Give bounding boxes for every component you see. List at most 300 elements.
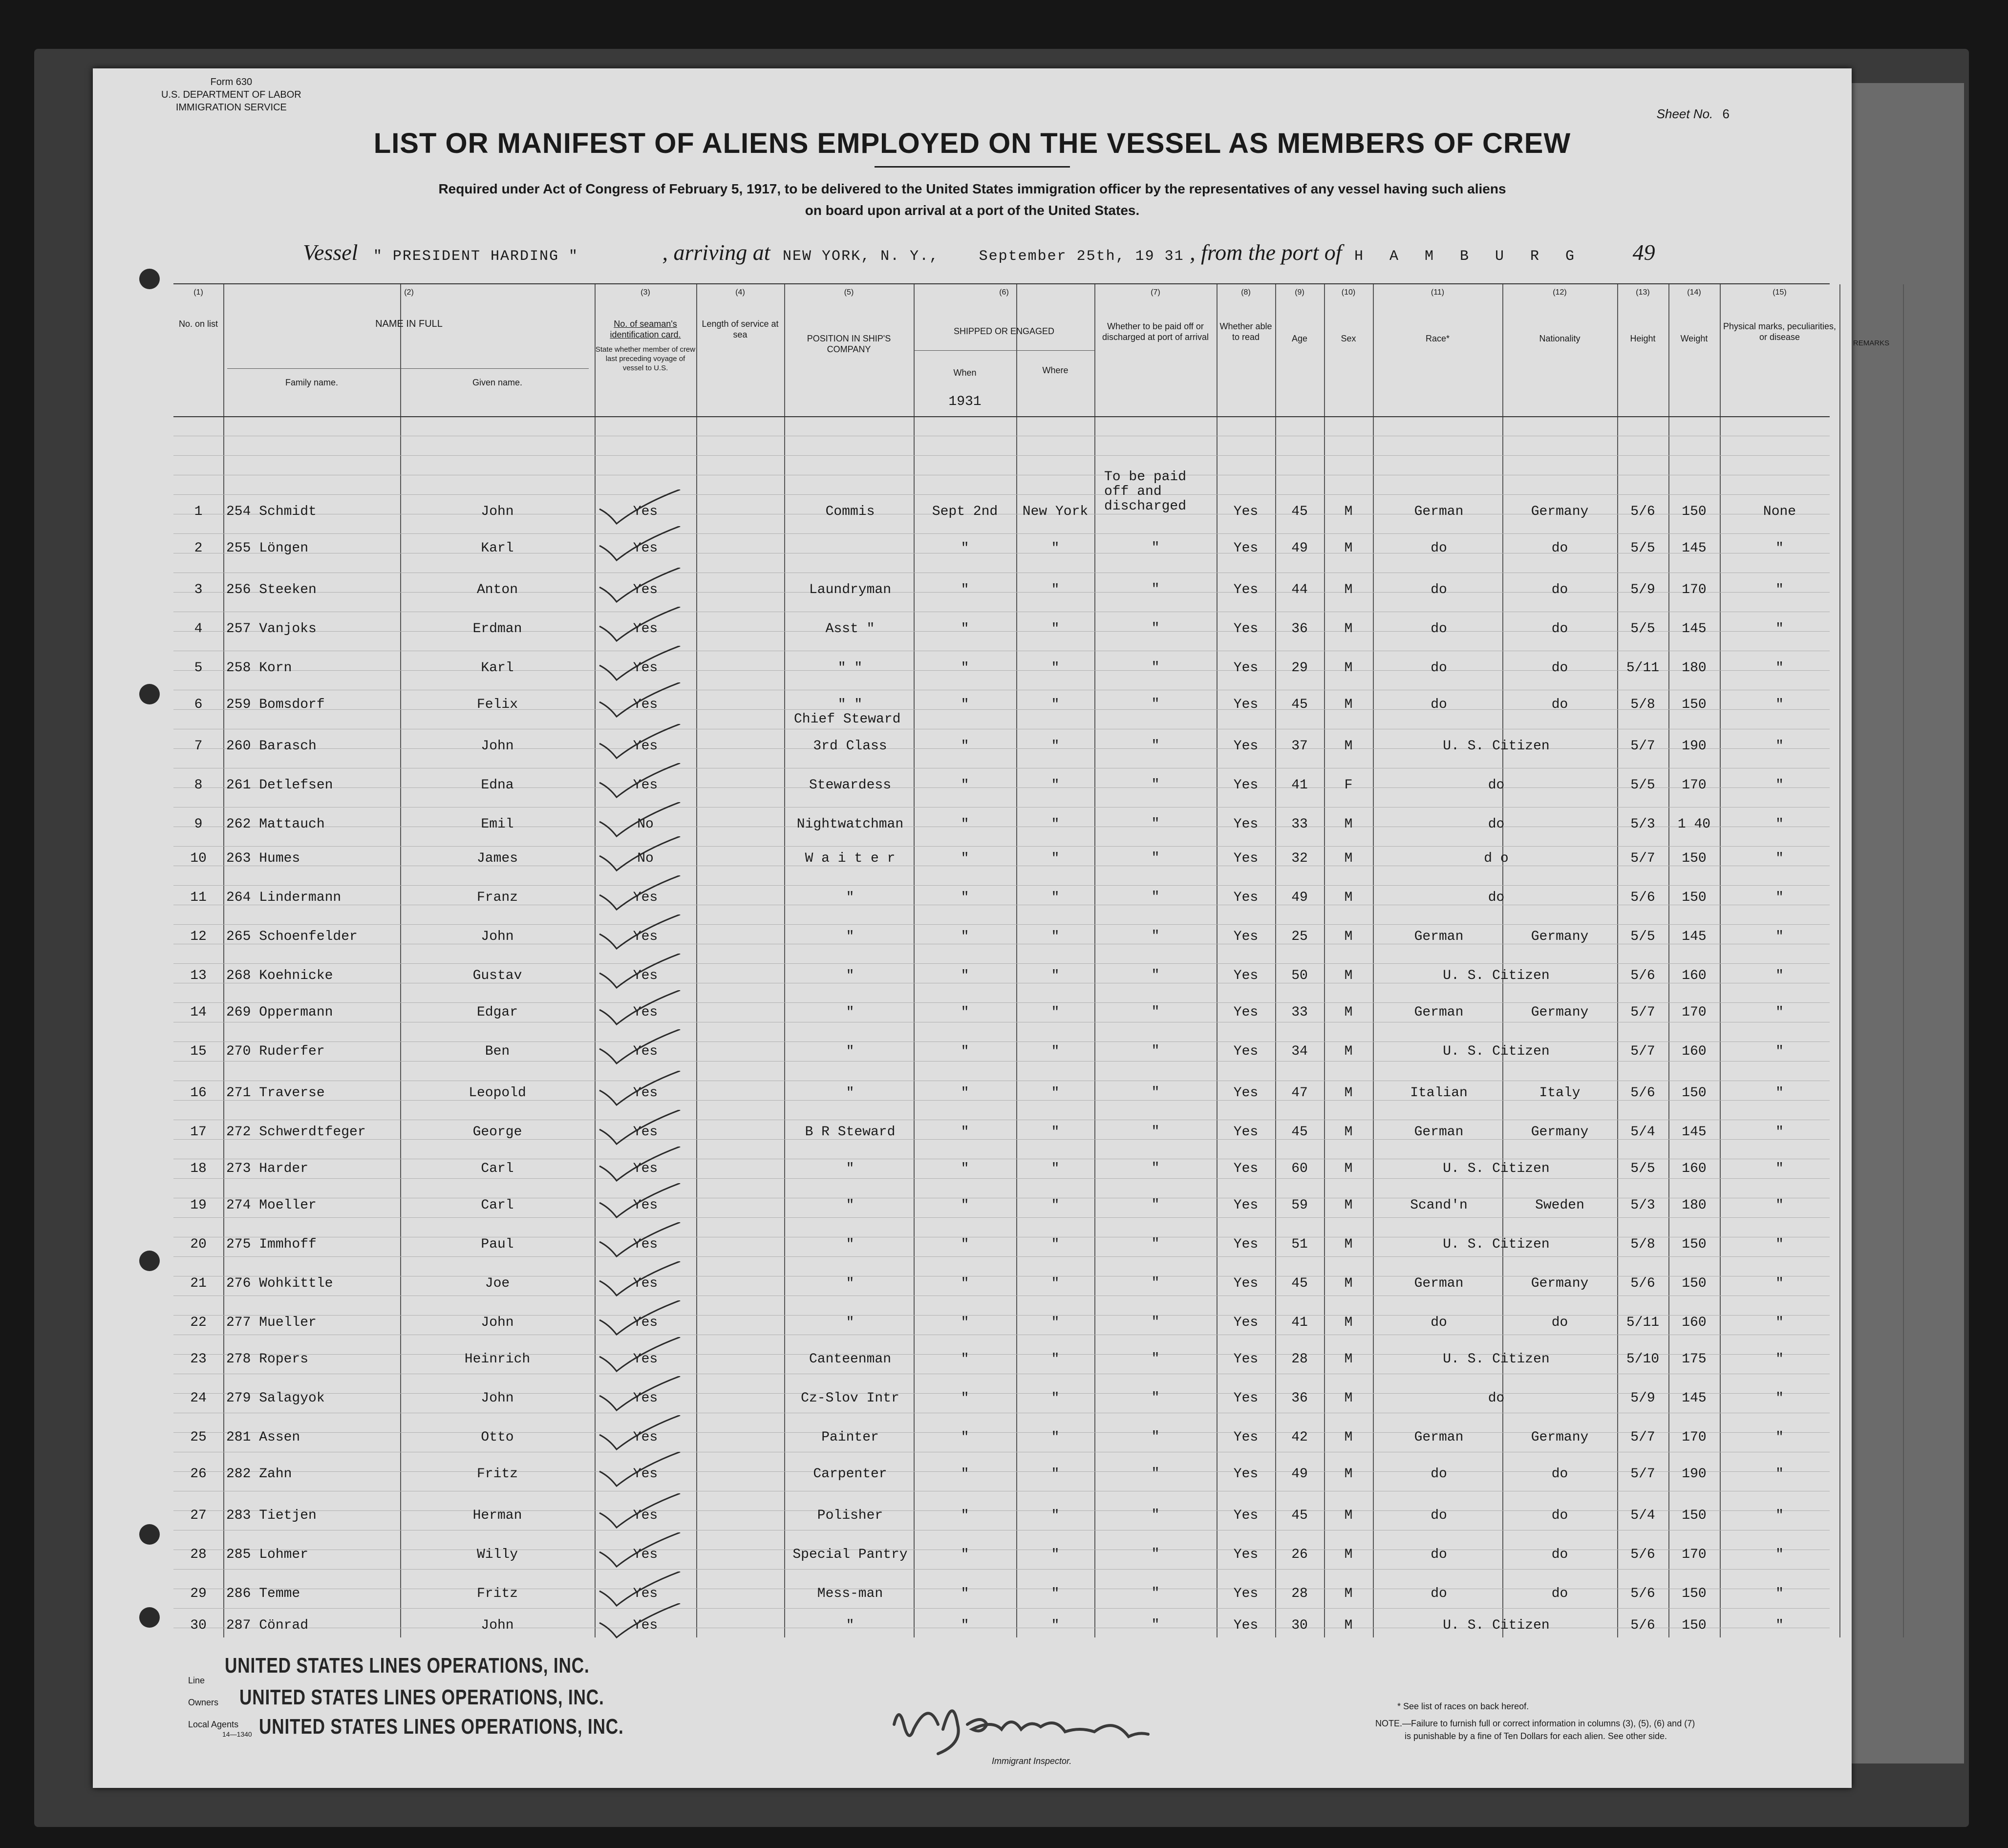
family-name: 281 Assen [226,1430,300,1445]
able-to-read: Yes [1233,1161,1259,1176]
row-number: 23 [190,1352,207,1367]
column-number: (4) [735,288,745,297]
row-number: 7 [194,739,203,754]
row-number: 11 [190,890,207,905]
row-number: 6 [194,697,203,712]
nationality: do [1551,541,1568,556]
check-mark-icon [595,682,692,722]
id-card: No [637,851,654,866]
height: 5/7 [1630,851,1655,866]
id-card: Yes [633,1430,658,1445]
id-card: Yes [633,739,658,754]
shipped-when: " [961,1198,969,1213]
able-to-read: Yes [1233,621,1259,637]
sex: M [1344,1547,1353,1562]
given-name: Ben [485,1044,510,1059]
row-number: 8 [194,778,203,793]
physical-marks: " [1775,1586,1784,1601]
physical-marks: " [1775,1276,1784,1291]
sheet-number: Sheet No. 6 [1656,106,1730,121]
height: 5/7 [1630,1044,1655,1059]
able-to-read: Yes [1233,697,1259,712]
shipped-when: " [961,1276,969,1291]
shipped-where: " [1051,817,1060,832]
given-name: Franz [476,890,518,905]
age: 26 [1291,1547,1308,1562]
given-name: Karl [481,541,514,556]
height: 5/5 [1630,1161,1655,1176]
family-name: 278 Ropers [226,1352,309,1367]
check-mark-icon [595,836,692,875]
ruled-line [173,963,1830,964]
column-divider [223,284,224,1637]
col-head-length: Length of service at sea [702,319,779,340]
col-head-id-card: No. of seaman's identification card. State whether member of crew last preceding voyage of vessel to U.S. [595,319,696,372]
paid-off: " [1151,1351,1160,1366]
able-to-read: Yes [1233,1125,1259,1140]
check-mark-icon [595,1415,692,1454]
column-number: (10) [1341,288,1356,297]
height: 5/9 [1630,1391,1655,1406]
physical-marks: " [1775,1005,1784,1020]
nationality: Germany [1531,504,1589,519]
paid-off: " [1151,1617,1160,1633]
race: German [1414,504,1464,519]
age: 45 [1291,1276,1308,1291]
height: 5/6 [1630,504,1655,519]
physical-marks: " [1775,817,1784,832]
position: Polisher [817,1508,883,1523]
check-mark-icon [595,1452,692,1491]
shipped-where: " [1051,1085,1060,1101]
check-mark-icon [595,1376,692,1415]
sex: M [1344,1352,1353,1367]
check-mark-icon [595,568,692,607]
paid-off: " [1151,1508,1160,1523]
shipped-where: " [1051,541,1060,556]
family-name: 274 Moeller [226,1198,317,1213]
id-card: Yes [633,1618,658,1633]
able-to-read: Yes [1233,968,1259,983]
shipped-where: " [1051,582,1060,597]
id-card: Yes [633,1466,658,1482]
check-mark-icon [595,724,692,763]
race: U. S. Citizen [1443,739,1550,754]
id-card: Yes [633,1198,658,1213]
given-name: Carl [481,1198,514,1213]
family-name: 254 Schmidt [226,504,317,519]
sex: M [1344,660,1353,676]
paid-off: " [1151,1161,1160,1176]
inspector-label: Immigrant Inspector. [992,1756,1072,1766]
height: 5/5 [1630,621,1655,637]
nationality: do [1551,660,1568,676]
owners-label: Owners [188,1698,219,1707]
page-title: LIST OR MANIFEST OF ALIENS EMPLOYED ON THE VESSEL AS MEMBERS OF CREW [373,127,1571,159]
department-name: U.S. DEPARTMENT OF LABOR [161,89,301,100]
shipped-when: " [961,1391,969,1406]
column-divider [1373,284,1374,1637]
nationality: Germany [1531,1276,1589,1291]
departure-port: H A M B U R G [1354,248,1583,265]
paid-off: " [1151,1315,1160,1330]
paid-off: " [1151,621,1160,636]
row-number: 29 [190,1586,207,1601]
given-name: John [481,504,514,519]
family-name: 260 Barasch [226,739,317,754]
age: 45 [1291,697,1308,712]
race: do [1431,582,1447,597]
id-card: Yes [633,1161,658,1176]
weight: 190 [1682,739,1707,754]
shipped-when: " [961,1085,969,1101]
family-name: 273 Harder [226,1161,309,1176]
col-head-family: Family name. [285,378,339,387]
weight: 170 [1682,582,1707,597]
agents-label: Local Agents [188,1720,239,1729]
col-head-name: NAME IN FULL [375,319,443,329]
family-name: 264 Lindermann [226,890,342,905]
shipped-when: " [961,541,969,556]
weight: 145 [1682,1125,1707,1140]
id-card: Yes [633,890,658,905]
race: U. S. Citizen [1443,1237,1550,1252]
sex: M [1344,1085,1353,1101]
given-name: Emil [481,817,514,832]
able-to-read: Yes [1233,929,1259,944]
manifest-page [93,68,1890,1788]
arrival-date: September 25th, 19 31 [979,248,1184,265]
shipped-when: " [961,778,969,793]
check-mark-icon [595,1147,692,1186]
family-name: 269 Oppermann [226,1005,333,1020]
shipped-where: " [1051,660,1060,676]
given-name: Karl [481,660,514,676]
physical-marks: " [1775,1315,1784,1330]
physical-marks: " [1775,778,1784,793]
race: German [1414,1125,1464,1140]
position: " [846,1044,854,1059]
age: 45 [1291,1508,1308,1523]
weight: 170 [1682,1547,1707,1562]
paid-off: " [1151,777,1160,792]
height: 5/6 [1630,1618,1655,1633]
weight: 150 [1682,1085,1707,1101]
height: 5/5 [1630,929,1655,944]
weight: 145 [1682,621,1707,637]
col-head-age: Age [1291,334,1308,343]
column-number: (1) [193,288,203,297]
row-number: 28 [190,1547,207,1562]
shipped-where: " [1051,890,1060,905]
given-name: Paul [481,1237,514,1252]
race: do [1431,660,1447,676]
age: 32 [1291,851,1308,866]
check-mark-icon [595,1603,692,1642]
race: Italian [1410,1085,1468,1101]
family-name: 261 Detlefsen [226,778,333,793]
column-number: (8) [1241,288,1251,297]
shipped-where: " [1051,1618,1060,1633]
age: 41 [1291,778,1308,793]
weight: 150 [1682,851,1707,866]
position: Nightwatchman [796,817,904,832]
shipped-rule [914,350,1094,351]
form-number: Form 630 [210,77,253,87]
paid-off: " [1151,540,1160,555]
id-card: Yes [633,1085,658,1101]
races-note: * See list of races on back hereof. [1397,1701,1529,1711]
page-subtitle: Required under Act of Congress of February 5, 1917, to be delivered to the United States immigration officer by the representatives of any vessel having such aliens on board upon arrival at a port of the United States. [438,181,1506,218]
able-to-read: Yes [1233,1044,1259,1059]
able-to-read: Yes [1233,1391,1259,1406]
ruled-line [173,1061,1830,1062]
id-card: Yes [633,660,658,676]
shipped-when: " [961,1618,969,1633]
height: 5/6 [1630,1085,1655,1101]
shipped-where: " [1051,1125,1060,1140]
id-card: Yes [633,1315,658,1330]
weight: 1 40 [1677,817,1711,832]
shipped-when: " [961,1586,969,1601]
row-number: 27 [190,1508,207,1523]
age: 49 [1291,541,1308,556]
inspector-signature [884,1695,1187,1763]
punch-hole [139,1251,160,1271]
race: do [1431,621,1447,637]
id-card: Yes [633,541,658,556]
physical-marks: " [1775,541,1784,556]
age: 60 [1291,1161,1308,1176]
age: 36 [1291,1391,1308,1406]
shipped-where: " [1051,739,1060,754]
col-head-given: Given name. [472,378,523,387]
race: do [1431,1547,1447,1562]
id-card: Yes [633,778,658,793]
col-head-physical: Physical marks, peculiarities, or disease [1723,321,1837,342]
position: " [846,1005,854,1020]
given-name: Erdman [472,621,522,637]
physical-marks: " [1775,1161,1784,1176]
shipped-where: " [1051,1547,1060,1562]
nationality: Germany [1531,929,1589,944]
given-name: James [476,851,518,866]
check-mark-icon [595,526,692,565]
position: Carpenter [813,1466,887,1482]
position: " [846,929,854,944]
shipped-when: " [961,1044,969,1059]
ruled-line [173,1002,1830,1003]
race: do [1488,778,1505,793]
paid-off: " [1151,1390,1160,1405]
row-number: 3 [194,582,203,597]
id-card: No [637,817,654,832]
weight: 150 [1682,504,1707,519]
age: 34 [1291,1044,1308,1059]
height: 5/7 [1630,739,1655,754]
shipped-when: " [961,1237,969,1252]
shipped-when: Sept 2nd [932,504,998,519]
able-to-read: Yes [1233,660,1259,676]
vessel-name: " PRESIDENT HARDING " [373,248,578,265]
physical-marks: " [1775,968,1784,983]
check-mark-icon [595,1183,692,1222]
nationality: do [1551,582,1568,597]
position: Mess-man [817,1586,883,1601]
position: " " [837,697,863,712]
punch-hole [139,269,160,289]
shipped-where: " [1051,778,1060,793]
height: 5/7 [1630,1430,1655,1445]
height: 5/6 [1630,890,1655,905]
age: 47 [1291,1085,1308,1101]
sex: M [1344,1276,1353,1291]
race: do [1431,1586,1447,1601]
column-number: (3) [641,288,650,297]
family-name: 263 Humes [226,851,300,866]
paid-off: " [1151,1429,1160,1444]
sex: M [1344,1161,1353,1176]
family-name: 279 Salagyok [226,1391,325,1406]
col-head-paid: Whether to be paid off or discharged at port of arrival [1102,321,1209,342]
height: 5/3 [1630,1198,1655,1213]
physical-marks: " [1775,851,1784,866]
check-mark-icon [595,954,692,993]
able-to-read: Yes [1233,504,1259,519]
physical-marks: " [1775,739,1784,754]
weight: 150 [1682,697,1707,712]
shipped-when: " [961,697,969,712]
age: 44 [1291,582,1308,597]
weight: 160 [1682,1315,1707,1330]
race: Scand'n [1410,1198,1468,1213]
sex: M [1344,1044,1353,1059]
able-to-read: Yes [1233,890,1259,905]
shipped-when: " [961,1125,969,1140]
paid-off: " [1151,1004,1160,1020]
weight: 160 [1682,968,1707,983]
nationality: do [1551,1315,1568,1330]
paid-off: " [1151,1085,1160,1100]
row-number: 22 [190,1315,207,1330]
check-mark-icon [595,489,692,529]
weight: 180 [1682,1198,1707,1213]
sex: M [1344,1618,1353,1633]
age: 59 [1291,1198,1308,1213]
nationality: Germany [1531,1005,1589,1020]
header-bottom-rule [173,416,1830,417]
shipped-where: " [1051,851,1060,866]
paid-off: " [1151,1124,1160,1139]
weight: 145 [1682,929,1707,944]
race: do [1431,1315,1447,1330]
col-head-position: POSITION IN SHIP'S COMPANY [807,334,891,354]
sex: M [1344,582,1353,597]
col-head-when: When [953,368,977,378]
given-name: John [481,1315,514,1330]
id-card: Yes [633,1125,658,1140]
shipped-when: " [961,817,969,832]
ruled-line [173,494,1830,495]
col-head-height: Height [1630,334,1656,343]
able-to-read: Yes [1233,1618,1259,1633]
weight: 170 [1682,1005,1707,1020]
id-card: Yes [633,621,658,637]
height: 5/5 [1630,541,1655,556]
col-head-race: Race* [1425,334,1450,343]
row-number: 30 [190,1618,207,1633]
title-underline [875,166,1070,168]
height: 5/8 [1630,697,1655,712]
id-card: Yes [633,504,658,519]
col-head-where: Where [1042,365,1068,375]
position: " [846,968,854,983]
race: German [1414,929,1464,944]
id-card: Yes [633,1586,658,1601]
check-mark-icon [595,1029,692,1068]
paid-off: " [1151,660,1160,675]
physical-marks: " [1775,1352,1784,1367]
given-name: John [481,929,514,944]
age: 36 [1291,621,1308,637]
height: 5/6 [1630,1547,1655,1562]
paid-off: " [1151,1236,1160,1252]
physical-marks: " [1775,1508,1784,1523]
height: 5/6 [1630,1276,1655,1291]
id-card: Yes [633,1044,658,1059]
shipped-where: " [1051,1391,1060,1406]
sex: M [1344,1391,1353,1406]
given-name: Heinrich [464,1352,531,1367]
id-card: Yes [633,1005,658,1020]
sex: M [1344,890,1353,905]
shipped-where: " [1051,697,1060,712]
row-number: 5 [194,660,203,676]
col-head-weight: Weight [1680,334,1708,343]
age: 29 [1291,660,1308,676]
race: do [1488,1391,1505,1406]
shipped-where: " [1051,1198,1060,1213]
family-name: 286 Temme [226,1586,300,1601]
shipped-when: " [961,1161,969,1176]
column-number: (5) [844,288,854,297]
nationality: do [1551,621,1568,637]
penalty-note: NOTE.—Failure to furnish full or correct information in columns (3), (5), (6) and (7) is punishable by a fine of Ten Dollars for each alien. See other side. [1375,1719,1695,1741]
nationality: do [1551,1586,1568,1601]
given-name: Otto [481,1430,514,1445]
nationality: Germany [1531,1125,1589,1140]
physical-marks: " [1775,1085,1784,1101]
nationality: Sweden [1535,1198,1584,1213]
given-name: Herman [472,1508,522,1523]
id-card: Yes [633,968,658,983]
given-name: Edgar [476,1005,518,1020]
able-to-read: Yes [1233,1198,1259,1213]
given-name: Leopold [469,1085,526,1101]
race: do [1431,1508,1447,1523]
shipped-where: " [1051,1161,1060,1176]
column-number: (15) [1773,288,1787,297]
family-name: 276 Wohkittle [226,1276,333,1291]
row-number: 16 [190,1085,207,1101]
able-to-read: Yes [1233,1466,1259,1482]
row-number: 10 [190,851,207,866]
ruled-line [173,846,1830,847]
sex: M [1344,1005,1353,1020]
able-to-read: Yes [1233,1508,1259,1523]
family-name: 282 Zahn [226,1466,292,1482]
paid-off: " [1151,1586,1160,1601]
